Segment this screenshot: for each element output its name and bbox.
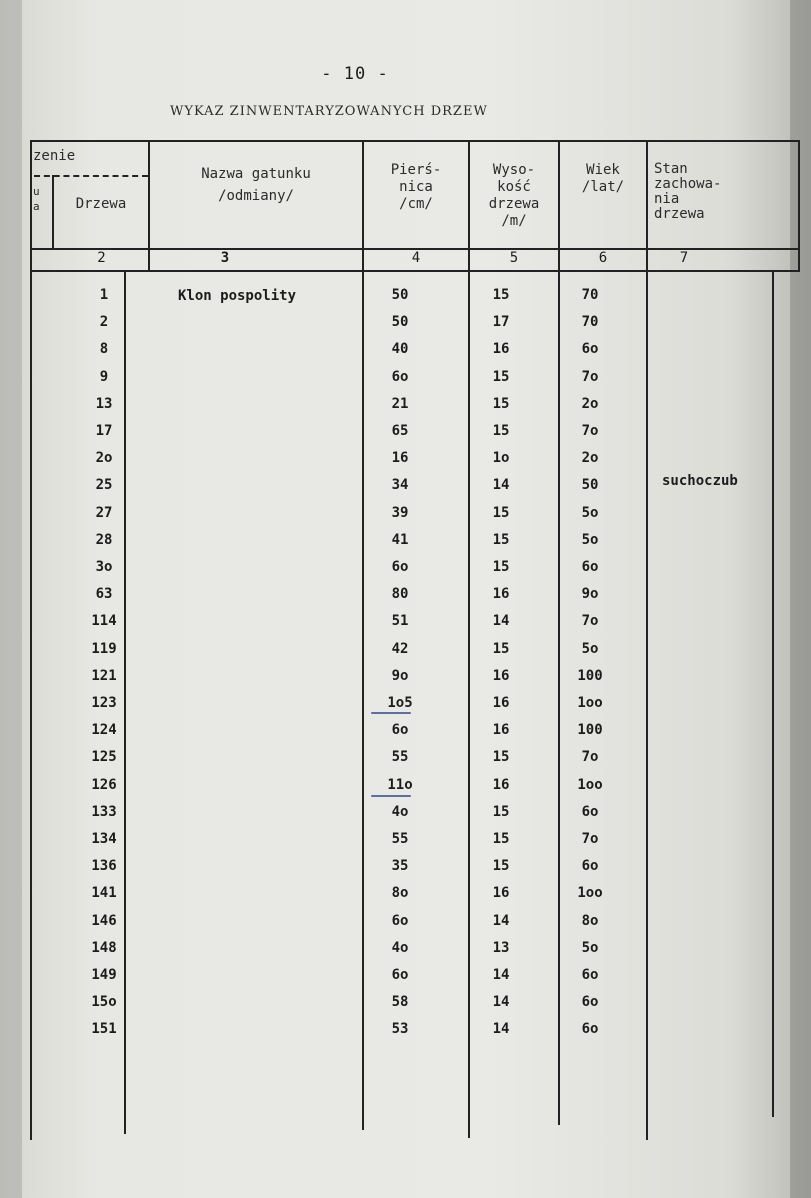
header-diameter: Pierś- nica /cm/: [390, 162, 442, 212]
height-cell: 13: [492, 940, 510, 956]
age-cell: 6o: [581, 994, 599, 1010]
diameter-cell: 58: [391, 994, 409, 1010]
header-condition: Stan zachowa- nia drzewa: [654, 161, 722, 222]
tree-number-cell: 28: [95, 532, 113, 548]
diameter-cell: 55: [391, 749, 409, 765]
age-cell: 8o: [581, 913, 599, 929]
tree-number-cell: 3o: [95, 559, 113, 575]
tree-number-cell: 27: [95, 505, 113, 521]
column-number: 2: [97, 250, 106, 266]
column-number: 5: [509, 250, 519, 266]
diameter-cell: 6o: [391, 369, 409, 385]
height-cell: 14: [492, 477, 510, 493]
tree-number-cell: 125: [91, 749, 117, 765]
tree-number-cell: 9: [99, 369, 109, 385]
handwritten-underline: [371, 712, 411, 714]
age-cell: 6o: [581, 559, 599, 575]
page-number: - 10 -: [321, 64, 389, 84]
tree-number-cell: 133: [91, 804, 117, 820]
diameter-cell: 65: [391, 423, 409, 439]
height-cell: 15: [492, 858, 510, 874]
diameter-cell: 11o: [387, 777, 413, 793]
header-fragment-b: a: [33, 200, 40, 213]
header-fragment-a: u: [33, 185, 40, 198]
height-cell: 16: [492, 885, 510, 901]
age-cell: 5o: [581, 532, 599, 548]
age-cell: 5o: [581, 505, 599, 521]
diameter-cell: 50: [391, 314, 409, 330]
tree-number-cell: 126: [91, 777, 117, 793]
age-cell: 100: [577, 668, 603, 684]
diameter-cell: 39: [391, 505, 409, 521]
diameter-cell: 6o: [391, 559, 409, 575]
diameter-cell: 6o: [391, 967, 409, 983]
tree-number-cell: 148: [91, 940, 117, 956]
height-cell: 15: [492, 831, 510, 847]
tree-number-cell: 8: [99, 341, 109, 357]
header-species: Nazwa gatunku /odmiany/: [201, 166, 311, 204]
handwritten-underline: [371, 795, 411, 797]
height-cell: 14: [492, 913, 510, 929]
height-cell: 14: [492, 1021, 510, 1037]
tree-number-cell: 25: [95, 477, 113, 493]
age-cell: 7o: [581, 423, 599, 439]
tree-number-cell: 17: [95, 423, 113, 439]
diameter-cell: 41: [391, 532, 409, 548]
diameter-cell: 16: [391, 450, 409, 466]
column-rule-right-lower: [772, 272, 774, 1117]
tree-number-cell: 2o: [95, 450, 113, 466]
height-cell: 16: [492, 586, 510, 602]
header-height: Wyso- kość drzewa /m/: [488, 162, 540, 229]
diameter-cell: 1o5: [387, 695, 413, 711]
diameter-cell: 53: [391, 1021, 409, 1037]
column-rule-1: [52, 175, 54, 250]
tree-number-cell: 136: [91, 858, 117, 874]
page-shadow-right: [790, 0, 811, 1198]
document-title: WYKAZ ZINWENTARYZOWANYCH DRZEW: [170, 104, 488, 119]
age-cell: 70: [581, 287, 599, 303]
age-cell: 9o: [581, 586, 599, 602]
tree-number-cell: 63: [95, 586, 113, 602]
height-cell: 17: [492, 314, 510, 330]
tree-number-cell: 15o: [91, 994, 117, 1010]
diameter-cell: 21: [391, 396, 409, 412]
column-number: 4: [411, 250, 421, 266]
age-cell: 5o: [581, 641, 599, 657]
age-cell: 7o: [581, 613, 599, 629]
age-cell: 7o: [581, 831, 599, 847]
diameter-cell: 4o: [391, 940, 409, 956]
header-age: Wiek /lat/: [581, 162, 625, 195]
tree-number-cell: 1: [99, 287, 109, 303]
height-cell: 15: [492, 505, 510, 521]
height-cell: 15: [492, 369, 510, 385]
age-cell: 100: [577, 722, 603, 738]
column-number: 7: [679, 250, 689, 266]
diameter-cell: 80: [391, 586, 409, 602]
species-name: Klon pospolity: [178, 288, 297, 304]
age-cell: 1oo: [577, 777, 603, 793]
age-cell: 5o: [581, 940, 599, 956]
tree-number-cell: 123: [91, 695, 117, 711]
tree-number-cell: 13: [95, 396, 113, 412]
age-cell: 6o: [581, 967, 599, 983]
diameter-cell: 9o: [391, 668, 409, 684]
age-cell: 1oo: [577, 885, 603, 901]
tree-number-cell: 141: [91, 885, 117, 901]
tree-number-cell: 121: [91, 668, 117, 684]
diameter-cell: 8o: [391, 885, 409, 901]
column-number: 6: [598, 250, 608, 266]
height-cell: 16: [492, 722, 510, 738]
height-cell: 14: [492, 613, 510, 629]
column-number: 3: [220, 250, 230, 266]
height-cell: 15: [492, 559, 510, 575]
page-shadow-left: [0, 0, 22, 1198]
diameter-cell: 6o: [391, 913, 409, 929]
column-rule-outer-left: [30, 140, 32, 1140]
diameter-cell: 42: [391, 641, 409, 657]
height-cell: 15: [492, 532, 510, 548]
diameter-cell: 50: [391, 287, 409, 303]
diameter-cell: 34: [391, 477, 409, 493]
height-cell: 15: [492, 804, 510, 820]
tree-number-cell: 149: [91, 967, 117, 983]
height-cell: 15: [492, 287, 510, 303]
age-cell: 7o: [581, 369, 599, 385]
header-tree-number: Drzewa: [75, 196, 127, 212]
age-cell: 50: [581, 477, 599, 493]
age-cell: 2o: [581, 396, 599, 412]
age-cell: 7o: [581, 749, 599, 765]
diameter-cell: 35: [391, 858, 409, 874]
tree-number-cell: 146: [91, 913, 117, 929]
header-group-fragment: zenie: [33, 148, 76, 164]
tree-number-cell: 2: [99, 314, 109, 330]
diameter-cell: 6o: [391, 722, 409, 738]
tree-number-cell: 114: [91, 613, 117, 629]
height-cell: 14: [492, 994, 510, 1010]
age-cell: 6o: [581, 858, 599, 874]
diameter-cell: 55: [391, 831, 409, 847]
column-rule-6: [646, 140, 648, 1140]
age-cell: 70: [581, 314, 599, 330]
height-cell: 15: [492, 423, 510, 439]
height-cell: 15: [492, 749, 510, 765]
height-cell: 16: [492, 695, 510, 711]
tree-number-cell: 134: [91, 831, 117, 847]
status-note: suchoczub: [662, 473, 738, 489]
height-cell: 16: [492, 777, 510, 793]
diameter-cell: 4o: [391, 804, 409, 820]
height-cell: 14: [492, 967, 510, 983]
height-cell: 15: [492, 396, 510, 412]
age-cell: 6o: [581, 804, 599, 820]
tree-number-cell: 151: [91, 1021, 117, 1037]
tree-number-cell: 119: [91, 641, 117, 657]
height-cell: 15: [492, 641, 510, 657]
age-cell: 6o: [581, 341, 599, 357]
height-cell: 16: [492, 668, 510, 684]
column-rule-right: [798, 140, 800, 272]
age-cell: 1oo: [577, 695, 603, 711]
age-cell: 2o: [581, 450, 599, 466]
age-cell: 6o: [581, 1021, 599, 1037]
height-cell: 1o: [492, 450, 510, 466]
diameter-cell: 40: [391, 341, 409, 357]
tree-number-cell: 124: [91, 722, 117, 738]
diameter-cell: 51: [391, 613, 409, 629]
height-cell: 16: [492, 341, 510, 357]
